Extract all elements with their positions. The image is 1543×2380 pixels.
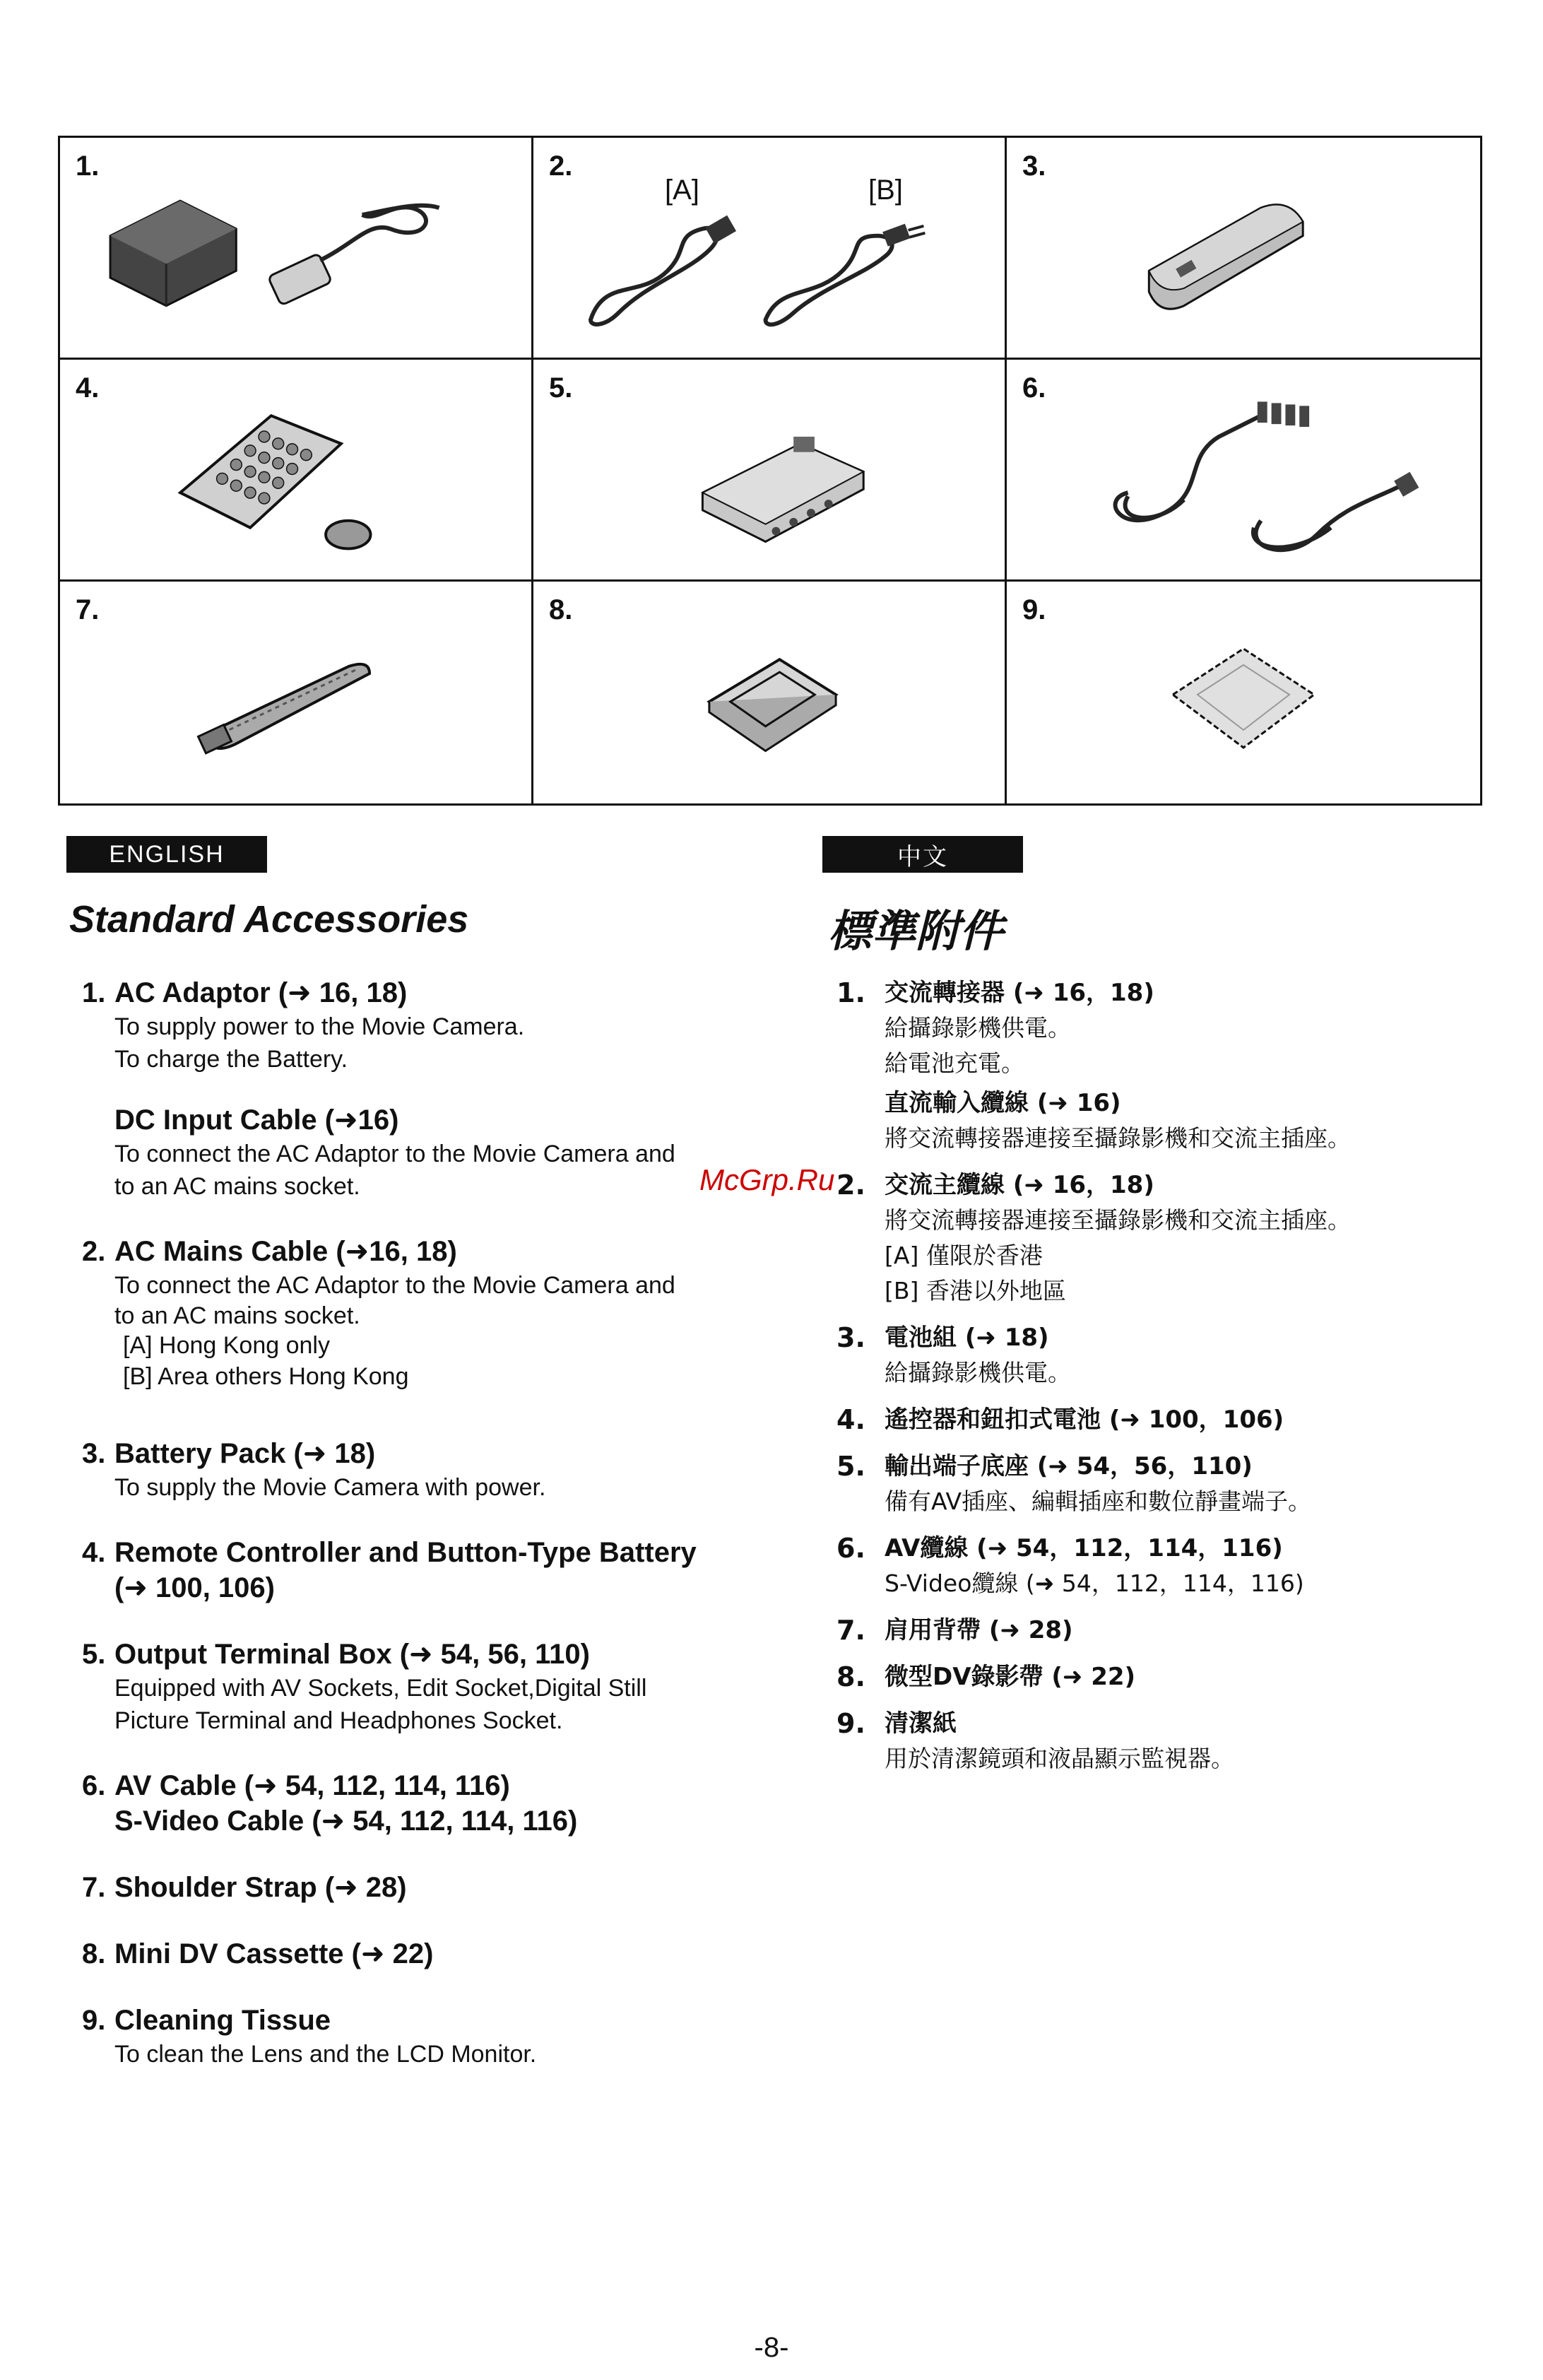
item-heading: 交流轉接器 (➜ 16，18): [885, 979, 1154, 1007]
battery-pack-illustration: [1007, 138, 1480, 358]
figure-number: 9.: [1022, 594, 1046, 625]
item-option: [B] Area others Hong Kong: [123, 1363, 409, 1390]
item-number: 6.: [82, 1770, 106, 1801]
mini-dv-cassette-illustration: [533, 582, 1005, 803]
item-description: 將交流轉接器連接至攝錄影機和交流主插座。: [885, 1206, 1351, 1234]
item-heading: AC Adaptor (➜ 16, 18): [114, 977, 408, 1008]
item-heading-continued: S-Video Cable (➜ 54, 112, 114, 116): [114, 1805, 578, 1837]
item-description: To clean the Lens and the LCD Monitor.: [114, 2041, 537, 2068]
list-item: [836, 1613, 1472, 1648]
remote-controller-illustration: [60, 360, 531, 579]
figure-cell-1: [60, 138, 533, 360]
item-heading: AV纜線 (➜ 54，112，114，116): [885, 1534, 1283, 1562]
watermark: McGrp.Ru: [699, 1163, 835, 1196]
item-heading-continued: S-Video纜線 (➜ 54，112，114，116): [885, 1569, 1304, 1597]
item-description: 將交流轉接器連接至攝錄影機和交流主插座。: [885, 1124, 1351, 1152]
item-description: to an AC mains socket.: [114, 1173, 360, 1200]
figure-number: 6.: [1022, 372, 1046, 403]
list-item: [836, 1706, 1472, 1777]
item-number: 4.: [836, 1404, 865, 1435]
list-item: [836, 1659, 1472, 1695]
page-number: -8-: [754, 2332, 789, 2363]
item-heading: 清潔紙: [885, 1709, 957, 1738]
list-item: [836, 1449, 1472, 1519]
list-item: [82, 1234, 746, 1392]
item-heading: 微型DV錄影帶 (➜ 22): [885, 1663, 1136, 1691]
cleaning-tissue-illustration: [1007, 582, 1480, 803]
ac-adaptor-illustration: [60, 138, 531, 358]
av-cable-illustration: [1007, 360, 1480, 579]
item-description: Equipped with AV Sockets, Edit Socket,Digital Still: [114, 1675, 647, 1702]
item-number: 6.: [836, 1533, 865, 1564]
ac-mains-cable-illustration: [533, 138, 1005, 358]
item-heading-continued: (➜ 100, 106): [114, 1572, 275, 1603]
item-number: 7.: [836, 1615, 865, 1646]
figure-number: 1.: [76, 151, 100, 182]
item-option: [B] 香港以外地區: [885, 1277, 1066, 1304]
item-heading: 交流主纜線 (➜ 16，18): [885, 1171, 1154, 1199]
figure-cell-2: [533, 138, 1007, 360]
item-description: 給攝錄影機供電。: [885, 1359, 1071, 1386]
item-description: 用於清潔鏡頭和液晶顯示監視器。: [885, 1745, 1234, 1772]
list-item: [836, 1531, 1472, 1601]
item-heading: AV Cable (➜ 54, 112, 114, 116): [114, 1770, 510, 1801]
item-heading: AC Mains Cable (➜16, 18): [114, 1236, 457, 1267]
list-item: [82, 1436, 746, 1504]
item-description: To charge the Battery.: [114, 1046, 348, 1073]
figure-number: 5.: [549, 372, 573, 403]
item-number: 3.: [82, 1438, 106, 1469]
item-number: 8.: [82, 1938, 106, 1969]
list-item: [82, 1870, 746, 1905]
language-label-english: ENGLISH: [66, 836, 267, 873]
item-number: 9.: [836, 1708, 865, 1739]
section-title-chinese: 標準附件: [828, 905, 1004, 957]
item-number: 5.: [836, 1451, 865, 1482]
language-label-chinese: 中文: [822, 836, 1023, 873]
item-heading: Mini DV Cassette (➜ 22): [114, 1938, 434, 1969]
figure-number: 4.: [76, 372, 100, 403]
list-item: [836, 1320, 1472, 1391]
item-option: [A] 僅限於香港: [885, 1242, 1043, 1269]
list-item: [82, 975, 746, 1203]
figure-cell-3: [1007, 138, 1480, 360]
chinese-accessory-list: [836, 975, 1472, 1788]
item-description: 給攝錄影機供電。: [885, 1014, 1071, 1042]
item-number: 2.: [836, 1170, 865, 1201]
figure-cell-7: [60, 582, 533, 803]
item-description: 備有AV插座、編輯插座和數位靜畫端子。: [885, 1488, 1312, 1515]
item-description: 給電池充電。: [885, 1049, 1024, 1077]
item-heading: 電池組 (➜ 18): [885, 1324, 1049, 1352]
figure-number: 7.: [76, 594, 100, 625]
item-heading: Cleaning Tissue: [114, 2005, 331, 2036]
item-number: 5.: [82, 1639, 106, 1670]
english-accessory-list: [82, 975, 746, 2102]
item-description: To connect the AC Adaptor to the Movie Camera and: [114, 1141, 675, 1167]
list-item: [836, 1402, 1472, 1437]
list-item: [82, 1936, 746, 1972]
list-item: [836, 1167, 1472, 1309]
item-heading: Remote Controller and Button-Type Battery: [114, 1537, 697, 1568]
figure-cell-5: [533, 360, 1007, 582]
variant-label-b: [B]: [868, 175, 903, 206]
figure-cell-4: [60, 360, 533, 582]
output-terminal-box-illustration: [533, 360, 1005, 579]
item-number: 8.: [836, 1661, 865, 1692]
shoulder-strap-illustration: [60, 582, 531, 803]
item-subheading: DC Input Cable (➜16): [114, 1104, 399, 1136]
item-heading: Battery Pack (➜ 18): [114, 1438, 376, 1469]
list-item: [82, 2003, 746, 2070]
item-heading: Shoulder Strap (➜ 28): [114, 1872, 407, 1903]
item-number: 1.: [82, 977, 106, 1008]
item-option: [A] Hong Kong only: [123, 1332, 330, 1359]
item-number: 1.: [836, 977, 865, 1008]
item-heading: 輸出端子底座 (➜ 54，56，110): [885, 1452, 1253, 1480]
figure-number: 2.: [549, 151, 573, 182]
item-number: 2.: [82, 1236, 106, 1267]
variant-label-a: [A]: [665, 175, 699, 206]
figure-number: 3.: [1022, 151, 1046, 182]
item-description: To connect the AC Adaptor to the Movie Camera and: [114, 1272, 675, 1299]
list-item: [82, 1535, 746, 1606]
item-subheading: 直流輸入纜線 (➜ 16): [885, 1089, 1121, 1117]
list-item: [82, 1768, 746, 1839]
figure-number: 8.: [549, 594, 573, 625]
item-number: 7.: [82, 1872, 106, 1903]
item-description: To supply power to the Movie Camera.: [114, 1013, 525, 1040]
item-number: 3.: [836, 1322, 865, 1353]
item-number: 4.: [82, 1537, 106, 1568]
section-title-english: Standard Accessories: [69, 898, 469, 941]
list-item: [82, 1637, 746, 1737]
item-heading: 遙控器和鈕扣式電池 (➜ 100，106): [885, 1406, 1284, 1434]
list-item: [836, 975, 1472, 1156]
item-description: To supply the Movie Camera with power.: [114, 1474, 546, 1501]
item-description: Picture Terminal and Headphones Socket.: [114, 1707, 563, 1734]
item-description: to an AC mains socket.: [114, 1302, 360, 1329]
figure-cell-9: [1007, 582, 1480, 803]
item-heading: 肩用背帶 (➜ 28): [885, 1616, 1073, 1644]
item-number: 9.: [82, 2005, 106, 2036]
figure-cell-8: [533, 582, 1007, 803]
figure-cell-6: [1007, 360, 1480, 582]
item-heading: Output Terminal Box (➜ 54, 56, 110): [114, 1639, 590, 1670]
accessories-figure-grid: [58, 136, 1482, 806]
